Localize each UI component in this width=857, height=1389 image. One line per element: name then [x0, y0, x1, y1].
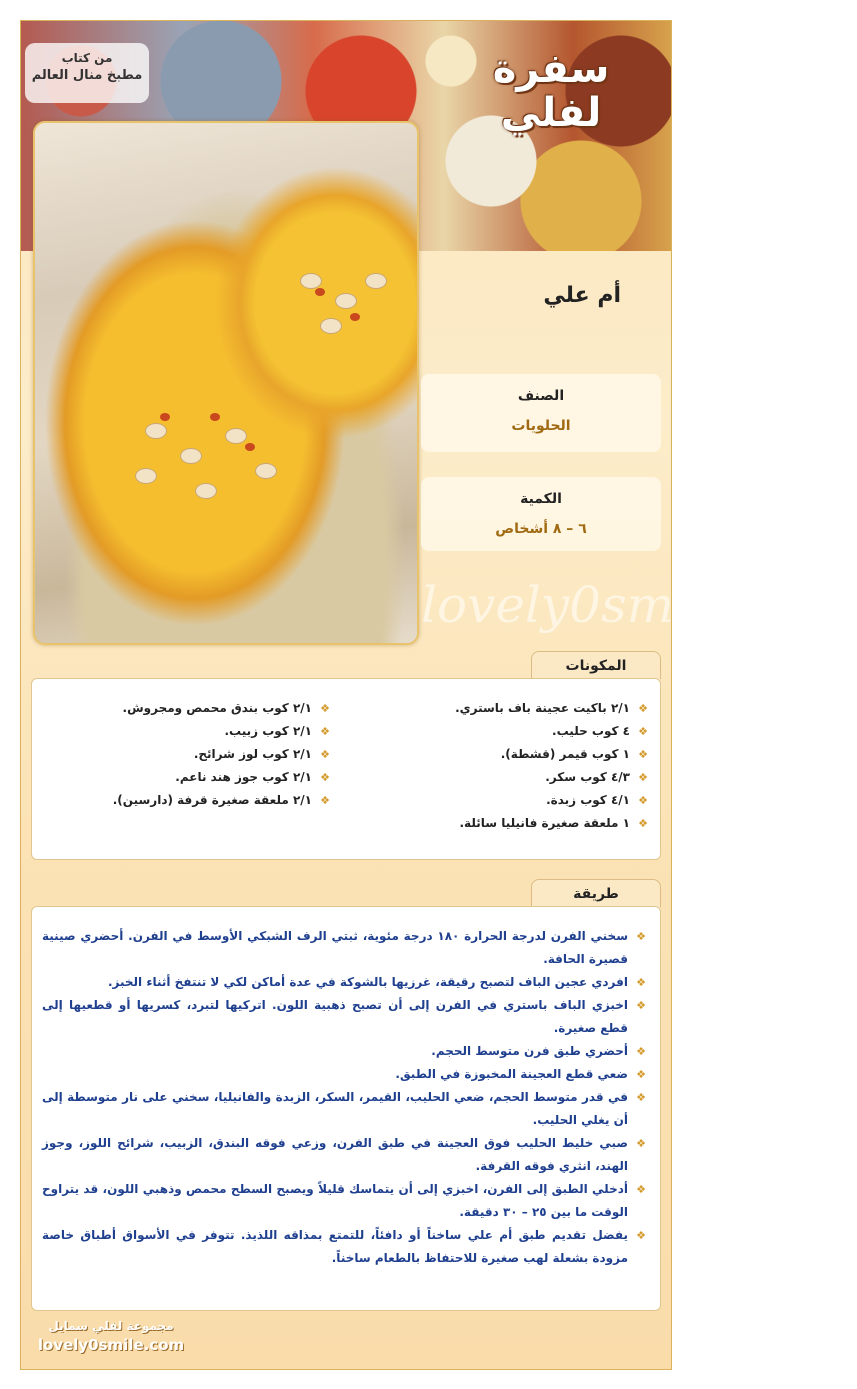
category-panel — [421, 374, 661, 452]
preparation-step: ❖ اخبزي الباف باستري في الفرن إلى أن تصبح ذهبية اللون. اتركيها لتبرد، كسريها أو قطعيها إلى قطع صغيرة. — [42, 994, 646, 1040]
photo-nut — [320, 318, 342, 334]
preparation-heading: طريقة — [531, 879, 661, 907]
photo-nut — [195, 483, 217, 499]
preparation-step: ❖ سخني الفرن لدرجة الحرارة ١٨٠ درجة مئوية، ثبتي الرف الشبكي الأوسط في الفرن. أحضري صينية قصيرة الحافة. — [42, 925, 646, 971]
photo-spice — [245, 443, 255, 451]
ingredient-item: ❖ ٢/١ كوب جوز هند ناعم. — [40, 766, 330, 789]
ingredient-item: ❖ ٢/١ ملعقة صغيرة قرفة (دارسين). — [40, 789, 330, 812]
preparation-step: ❖ صبي خليط الحليب فوق العجينة في طبق الفرن، وزعي فوقه البندق، الزبيب، شرائح اللوز، وجوز الهند، انثري فوقه القرفة. — [42, 1132, 646, 1178]
ingredients-box — [31, 678, 661, 860]
ingredient-item: ❖ ١ ملعقة صغيرة فانيليا سائلة. — [348, 812, 648, 835]
photo-nut — [335, 293, 357, 309]
footer-group-name: مجموعة لفلي سمايل — [48, 1319, 174, 1333]
ingredient-item: ❖ ٢/١ كوب بندق محمص ومجروش. — [40, 697, 330, 720]
dish-photo — [33, 121, 419, 645]
ingredients-left-column — [40, 697, 330, 812]
quantity-value: ٦ – ٨ أشخاص — [495, 521, 587, 537]
preparation-step: ❖ في قدر متوسط الحجم، ضعي الحليب، القيمر، السكر، الزبدة والفانيليا، سخني على نار متوسطة إلى أن يغلي الحليب. — [42, 1086, 646, 1132]
watermark-text: lovely0smile.com — [421, 576, 857, 634]
ingredient-item: ❖ ٢/١ كوب زبيب. — [40, 720, 330, 743]
category-label: الصنف — [517, 388, 565, 404]
ingredients-right-column — [348, 697, 648, 835]
recipe-title: أم علي — [543, 283, 621, 308]
photo-nut — [300, 273, 322, 289]
ingredient-item: ❖ ١ كوب قيمر (قشطة). — [348, 743, 648, 766]
book-label-line2: مطبخ منال العالم — [31, 68, 143, 83]
photo-nut — [145, 423, 167, 439]
photo-nut — [365, 273, 387, 289]
ingredient-item: ❖ ٢/١ باكيت عجينة باف باستري. — [348, 697, 648, 720]
photo-nut — [255, 463, 277, 479]
recipe-card — [20, 20, 857, 1370]
photo-spice — [350, 313, 360, 321]
ingredient-item: ❖ ٢/١ كوب لوز شرائح. — [40, 743, 330, 766]
photo-nut — [225, 428, 247, 444]
site-footer — [21, 1317, 191, 1355]
photo-nut — [135, 468, 157, 484]
preparation-step: ❖ أدخلي الطبق إلى الفرن، اخبزي إلى أن يتماسك قليلاً ويصبح السطح محمص وذهبي اللون، قد يتراوح الوقت ما بين ٢٥ – ٣٠ دقيقة. — [42, 1178, 646, 1224]
ingredients-heading: المكونات — [531, 651, 661, 679]
photo-spice — [315, 288, 325, 296]
category-value: الحلويات — [511, 418, 571, 434]
photo-spice — [160, 413, 170, 421]
logo-line1: سفرة — [492, 46, 610, 92]
ingredient-item: ❖ ٤/١ كوب زبدة. — [348, 789, 648, 812]
preparation-step: ❖ ضعي قطع العجينة المخبوزة في الطبق. — [42, 1063, 646, 1086]
ingredient-item: ❖ ٤ كوب حليب. — [348, 720, 648, 743]
quantity-panel — [421, 477, 661, 551]
ingredient-item: ❖ ٤/٣ كوب سكر. — [348, 766, 648, 789]
book-label-line1: من كتاب — [61, 51, 113, 65]
preparation-step: ❖ افردي عجين الباف لتصبح رقيقة، غرزيها بالشوكة في عدة أماكن لكي لا تنتفخ أثناء الخبز. — [42, 971, 646, 994]
preparation-step: ❖ يفضل تقديم طبق أم علي ساخناً أو دافئاً، للتمتع بمذاقه اللذيذ. تتوفر في الأسواق أطباق خاصة مزودة بشعلة لهب صغيرة للاحتفاظ بالطعام ساخناً. — [42, 1224, 646, 1270]
site-logo — [491, 47, 611, 135]
preparation-box — [31, 906, 661, 1311]
footer-site-url: lovely0smile.com — [37, 1336, 185, 1354]
photo-nut — [180, 448, 202, 464]
book-source-label — [25, 43, 149, 103]
preparation-steps — [42, 925, 646, 1270]
quantity-label: الكمية — [520, 491, 562, 507]
logo-line2: لفلي — [500, 90, 602, 136]
preparation-step: ❖ أحضري طبق فرن متوسط الحجم. — [42, 1040, 646, 1063]
photo-spice — [210, 413, 220, 421]
